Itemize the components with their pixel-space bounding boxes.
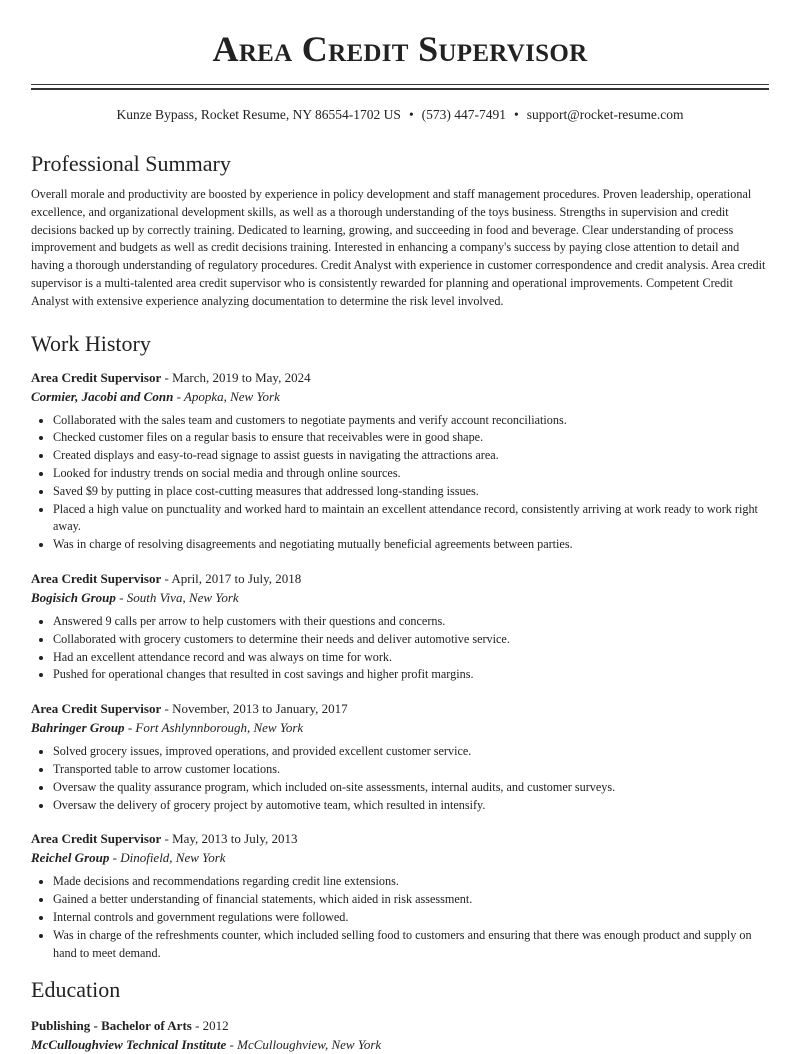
employer-location: - Dinofield, New York	[109, 850, 226, 866]
education-heading: Education	[31, 977, 121, 1003]
duties-list	[31, 613, 769, 684]
education-entry	[31, 1016, 769, 1054]
employer-name: Reichel Group	[31, 850, 110, 866]
school-name: McCulloughview Technical Institute	[31, 1037, 227, 1053]
duty-item: • Saved $9 by putting in place cost-cutting measures that addressed long-standing issues.	[53, 483, 769, 501]
employer-location: - Fort Ashlynnborough, New York	[124, 720, 304, 736]
employer-name: Cormier, Jacobi and Conn	[31, 388, 174, 404]
duties-list	[31, 743, 769, 814]
duty-item: • Collaborated with the sales team and customers to negotiate payments and verify account reconciliations.	[53, 412, 769, 430]
job-entry	[31, 829, 769, 962]
school-location: - McCulloughview, New York	[226, 1037, 382, 1053]
employer-line	[31, 387, 769, 406]
contact-line	[31, 106, 769, 124]
duty-item: • Made decisions and recommendations regarding credit line extensions.	[53, 873, 769, 891]
job-entry	[31, 368, 769, 554]
duty-item: • Gained a better understanding of financial statements, which aided in risk assessment.	[53, 891, 769, 909]
duty-item: • Created displays and easy-to-read signage to assist guests in navigating the attractions area.	[53, 447, 769, 465]
job-title-line	[31, 368, 769, 387]
employer-line	[31, 718, 769, 737]
duty-item: • Transported table to arrow customer locations.	[53, 761, 769, 779]
employer-line	[31, 848, 769, 867]
job-entry	[31, 699, 769, 814]
employer-name: Bogisich Group	[31, 589, 116, 605]
contact-separator: •	[514, 107, 519, 122]
duty-item: • Was in charge of resolving disagreements and negotiating mutually beneficial agreements between parties.	[53, 536, 769, 554]
job-title-line	[31, 569, 769, 588]
degree-year: - 2012	[191, 1018, 229, 1034]
employer-name: Bahringer Group	[31, 720, 125, 736]
duty-item: • Solved grocery issues, improved operations, and provided excellent customer service.	[53, 743, 769, 761]
job-dates: - May, 2013 to July, 2013	[161, 831, 298, 847]
school-line	[31, 1035, 769, 1054]
duty-item: • Oversaw the delivery of grocery project by automotive team, which resulted in intensify.	[53, 797, 769, 815]
duty-item: • Oversaw the quality assurance program, which included on-site assessments, internal audits, and customer surveys.	[53, 779, 769, 797]
duty-item: • Answered 9 calls per arrow to help customers with their questions and concerns.	[53, 613, 769, 631]
duties-list	[31, 412, 769, 554]
work-history-heading: Work History	[31, 330, 151, 356]
job-dates: - March, 2019 to May, 2024	[161, 369, 311, 385]
duty-item: • Placed a high value on punctuality and worked hard to maintain an excellent attendance record, consistently arriving at work ready to work right away.	[53, 501, 769, 537]
resume-name: Area Credit Supervisor	[212, 29, 588, 69]
employer-location: - South Viva, New York	[115, 589, 239, 605]
duty-item: • Internal controls and government regulations were followed.	[53, 909, 769, 927]
duty-item: • Looked for industry trends on social media and through online sources.	[53, 465, 769, 483]
header-rule-thick	[31, 88, 769, 90]
job-title: Area Credit Supervisor	[31, 701, 162, 717]
employer-line	[31, 588, 769, 607]
duty-item: • Was in charge of the refreshments counter, which included selling food to customers and ensuring that there was enough product and supply on hand to meet demand.	[53, 927, 769, 963]
job-title-line	[31, 699, 769, 718]
duty-item: • Had an excellent attendance record and was always on time for work.	[53, 649, 769, 667]
job-dates: - April, 2017 to July, 2018	[161, 570, 302, 586]
duty-item: • Checked customer files on a regular basis to ensure that receivables were in good shape.	[53, 429, 769, 447]
duties-list	[31, 873, 769, 962]
job-title: Area Credit Supervisor	[31, 570, 162, 586]
summary-text: Overall morale and productivity are boosted by experience in policy development and staff management procedures. Proven leadership, operational excellence, and organizational development skills, as well as a thorough understanding of the toys business. Strengths in supervision and credit decisions backed up by correctly training. Dedicated to learning, growing, and succeeding in food and beverage. Clear understanding of process improvement and budgets as well as credit decisions training. Interested in enhancing a company's success by paying close attention to detail and having a thorough understanding of regulatory procedures. Credit Analyst with experience in customer correspondence and credit analysis. Area credit supervisor is a multi-talented area credit supervisor who is consistently rewarded for planning and operational improvements. Competent Credit Analyst with extensive experience analyzing documentation to determine the risk level involved.	[31, 187, 766, 308]
summary-heading: Professional Summary	[31, 151, 231, 176]
contact-separator: •	[408, 107, 414, 122]
job-title: Area Credit Supervisor	[31, 369, 162, 385]
employer-location: - Apopka, New York	[173, 388, 280, 404]
job-entry	[31, 569, 769, 684]
contact-phone: (573) 447-7491	[421, 107, 507, 122]
contact-email: support@rocket-resume.com	[526, 107, 684, 122]
resume-page	[31, 0, 769, 1054]
job-dates: - November, 2013 to January, 2017	[161, 701, 348, 717]
job-title: Area Credit Supervisor	[31, 831, 162, 847]
header-rule-thin	[31, 84, 769, 85]
duty-item: • Collaborated with grocery customers to determine their needs and deliver automotive service.	[53, 631, 769, 649]
degree-line	[31, 1016, 769, 1035]
job-title-line	[31, 829, 769, 848]
duty-item: • Pushed for operational changes that resulted in cost savings and higher profit margins.	[53, 666, 769, 684]
contact-address: Kunze Bypass, Rocket Resume, NY 86554-1702 US	[116, 107, 401, 122]
degree-name: Publishing - Bachelor of Arts	[31, 1018, 192, 1034]
